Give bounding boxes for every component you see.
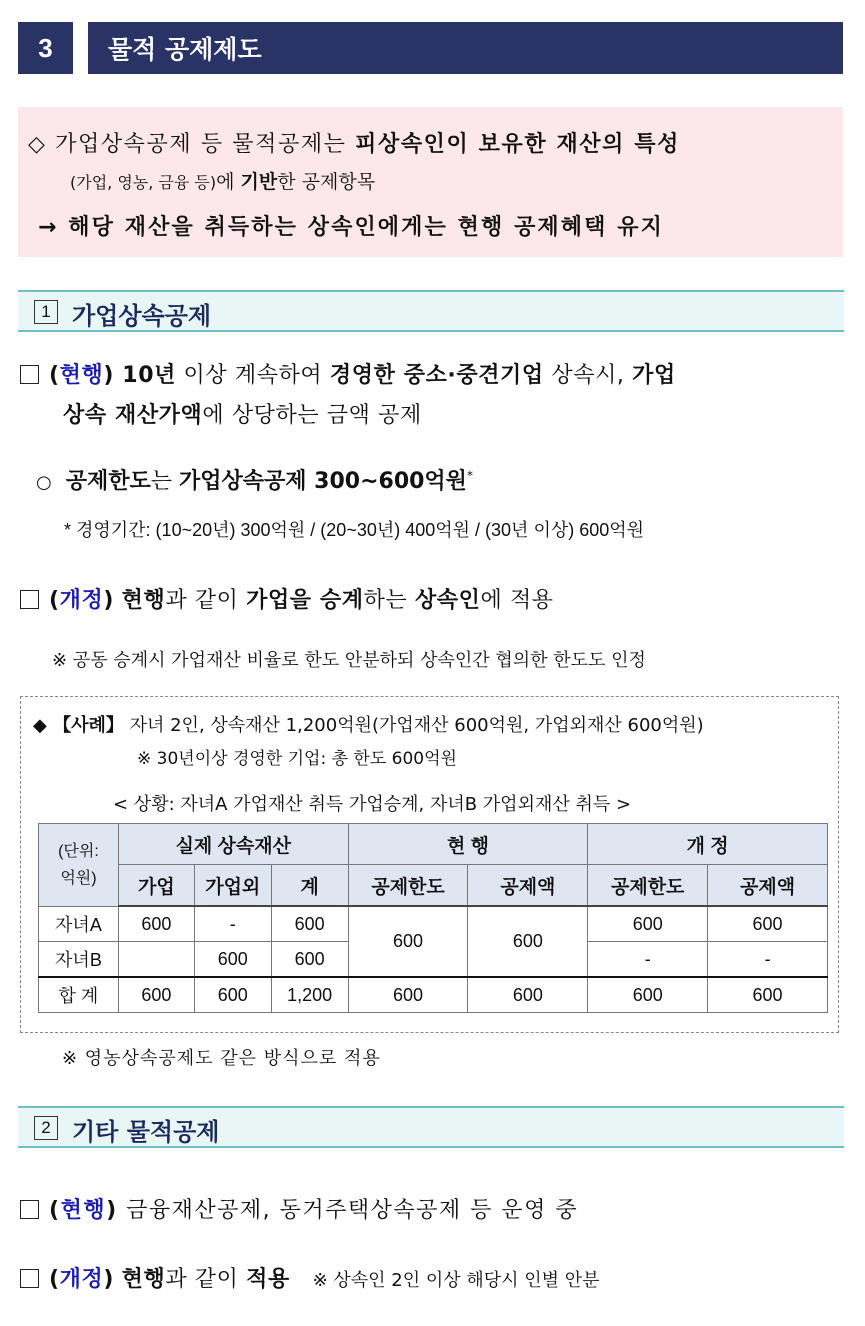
summary-line-1: ◇ 가업상속공제 등 물적공제는 피상속인이 보유한 재산의 특성: [28, 132, 680, 157]
revised-note-2: ※ 상속인 2인 이상 해당시 인별 안분: [312, 1270, 600, 1291]
table-col-biz: 가업: [118, 865, 194, 907]
table-col-rev-limit: 공제한도: [588, 865, 708, 907]
checkbox-square-icon: [20, 1269, 39, 1288]
table-col-sum: 계: [271, 865, 348, 907]
case-example-box: [20, 696, 839, 1033]
table-col-nonbiz: 가업외: [194, 865, 271, 907]
table-header-revised: 개 정: [588, 824, 828, 865]
section-number: 3: [18, 22, 73, 74]
table-unit-cell: (단위: 억원): [39, 824, 119, 907]
revised-item-1: (개정) 현행과 같이 가업을 승계하는 상속인에 적용: [20, 583, 554, 614]
revised-item-2: (개정) 현행과 같이 적용 ※ 상속인 2인 이상 해당시 인별 안분: [20, 1262, 600, 1293]
case-title: ◆ 【사례】 자녀 2인, 상속재산 1,200억원(가업재산 600억원, 가업외재산 600억원): [33, 715, 704, 736]
table-col-cur-amount: 공제액: [468, 865, 588, 907]
section-number-2: 2: [34, 1116, 58, 1140]
current-item-1: (현행) 10년 이상 계속하여 경영한 중소·중견기업 상속시, 가업: [20, 358, 676, 389]
table-row: 자녀A 600 - 600 600 600 600 600: [39, 906, 828, 942]
summary-line-2: (가업, 영농, 금융 등)에 기반한 공제항목: [70, 171, 376, 193]
table-col-rev-amount: 공제액: [708, 865, 828, 907]
table-col-cur-limit: 공제한도: [348, 865, 468, 907]
table-header-actual: 실제 상속재산: [118, 824, 348, 865]
case-table: [38, 823, 828, 1013]
case-note: ※ 30년이상 경영한 기업: 총 한도 600억원: [137, 749, 457, 769]
section-title-1: 가업상속공제: [72, 302, 212, 330]
summary-box: [18, 107, 843, 257]
case-situation: < 상황: 자녀A 가업재산 취득 가업승계, 자녀B 가업외재산 취득 >: [113, 794, 632, 815]
summary-line-3: → 해당 재산을 취득하는 상속인에게는 현행 공제혜택 유지: [38, 215, 664, 240]
limit-item: ○ 공제한도는 가업상속공제 300~600억원*: [36, 468, 473, 494]
limit-note: * 경영기간: (10~20년) 300억원 / (20~30년) 400억원 / (30년 이상) 600억원: [64, 520, 645, 540]
table-header-current: 현 행: [348, 824, 588, 865]
table-row: 자녀B 600 600 - -: [39, 942, 828, 978]
page-title: 물적 공제제도: [88, 22, 843, 74]
section-number-1: 1: [34, 300, 58, 324]
checkbox-square-icon: [20, 365, 39, 384]
revised-note-1: ※ 공동 승계시 가업재산 비율로 한도 안분하되 상속인간 협의한 한도도 인정: [52, 650, 646, 671]
checkbox-square-icon: [20, 1200, 39, 1219]
table-total-row: 합 계 600 600 1,200 600 600 600 600: [39, 977, 828, 1013]
current-item-1-cont: 상속 재산가액에 상당하는 금액 공제: [63, 403, 422, 428]
case-after-note: ※ 영농상속공제도 같은 방식으로 적용: [62, 1048, 381, 1069]
section-header-2: [18, 1106, 844, 1148]
checkbox-square-icon: [20, 590, 39, 609]
circle-bullet-icon: ○: [36, 472, 52, 493]
section-title-2: 기타 물적공제: [72, 1118, 220, 1146]
section-header-1: [18, 290, 844, 332]
current-item-2: (현행) 금융재산공제, 동거주택상속공제 등 운영 중: [20, 1193, 578, 1224]
